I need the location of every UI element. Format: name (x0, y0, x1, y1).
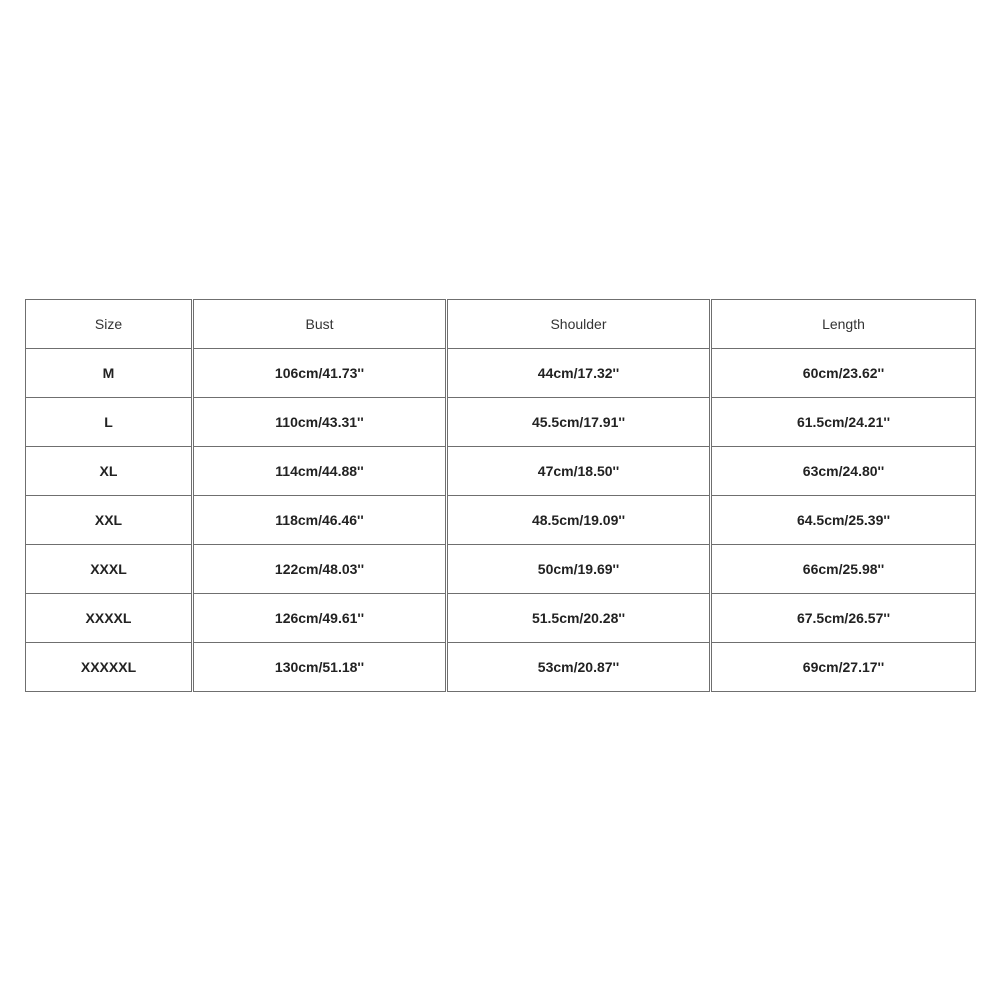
header-size: Size (26, 300, 193, 349)
header-length: Length (711, 300, 976, 349)
table-row (26, 643, 976, 692)
cell-bust: 114cm/44.88'' (193, 447, 447, 496)
cell-length: 63cm/24.80'' (711, 447, 976, 496)
cell-length: 69cm/27.17'' (711, 643, 976, 692)
cell-shoulder: 45.5cm/17.91'' (447, 398, 711, 447)
cell-size: XL (26, 447, 193, 496)
cell-size: L (26, 398, 193, 447)
table-header-row (26, 300, 976, 349)
cell-bust: 126cm/49.61'' (193, 594, 447, 643)
cell-length: 67.5cm/26.57'' (711, 594, 976, 643)
cell-length: 60cm/23.62'' (711, 349, 976, 398)
cell-bust: 130cm/51.18'' (193, 643, 447, 692)
header-bust: Bust (193, 300, 447, 349)
table-row (26, 447, 976, 496)
cell-shoulder: 44cm/17.32'' (447, 349, 711, 398)
cell-shoulder: 50cm/19.69'' (447, 545, 711, 594)
cell-bust: 122cm/48.03'' (193, 545, 447, 594)
cell-size: XXXXXL (26, 643, 193, 692)
cell-length: 66cm/25.98'' (711, 545, 976, 594)
cell-length: 64.5cm/25.39'' (711, 496, 976, 545)
cell-shoulder: 51.5cm/20.28'' (447, 594, 711, 643)
table-row (26, 398, 976, 447)
table-row (26, 349, 976, 398)
cell-bust: 118cm/46.46'' (193, 496, 447, 545)
table-row (26, 594, 976, 643)
cell-shoulder: 53cm/20.87'' (447, 643, 711, 692)
cell-size: XXXXL (26, 594, 193, 643)
table-row (26, 545, 976, 594)
cell-shoulder: 47cm/18.50'' (447, 447, 711, 496)
cell-size: XXL (26, 496, 193, 545)
cell-shoulder: 48.5cm/19.09'' (447, 496, 711, 545)
size-chart-table (25, 299, 976, 692)
table-row (26, 496, 976, 545)
cell-size: XXXL (26, 545, 193, 594)
header-shoulder: Shoulder (447, 300, 711, 349)
cell-size: M (26, 349, 193, 398)
cell-bust: 106cm/41.73'' (193, 349, 447, 398)
cell-length: 61.5cm/24.21'' (711, 398, 976, 447)
cell-bust: 110cm/43.31'' (193, 398, 447, 447)
